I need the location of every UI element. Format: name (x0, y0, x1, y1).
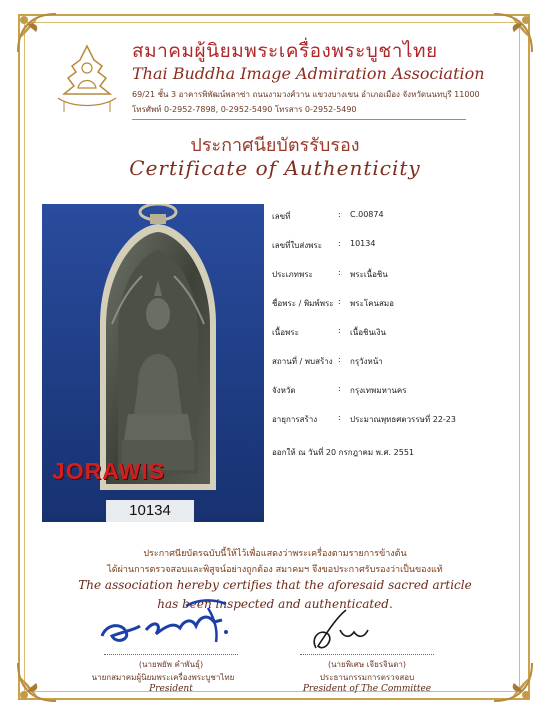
detail-value: 10134 (350, 239, 376, 248)
detail-separator: : (338, 355, 341, 364)
committee-president-role: President of The Committee (302, 684, 432, 694)
detail-separator: : (338, 413, 341, 422)
statement-thai-line2: ได้ผ่านการตรวจสอบและพิสูจน์อย่างถูกต้อง สมาคมฯ จึงขอประกาศรับรองว่าเป็นของแท้ (107, 565, 443, 575)
detail-value: พระเนื้อชิน (350, 270, 388, 279)
signature-line (300, 654, 434, 655)
detail-separator: : (338, 210, 341, 219)
detail-row (272, 210, 512, 224)
issue-date: ออกให้ ณ วันที่ 20 กรกฎาคม พ.ศ. 2551 (272, 448, 414, 457)
photo-number-label: 10134 (106, 500, 194, 522)
detail-separator: : (338, 326, 341, 335)
president-name: (นายพยัพ คำพันธุ์) (138, 660, 204, 669)
detail-row (272, 297, 512, 311)
detail-value: กรุวังหน้า (350, 357, 383, 366)
committee-president-position-thai: ประธานกรรมการตรวจสอบ (319, 673, 415, 682)
president-signature (96, 596, 246, 652)
committee-president-name: (นายพิเศษ เจียรจินดา) (327, 660, 407, 669)
association-address: 69/21 ชั้น 3 อาคารพิพัฒน์พลาซ่า ถนนงามวงศ์วาน แขวงบางเขน อำเภอเมือง จังหวัดนนทบุรี 11000 (132, 90, 480, 99)
association-phone: โทรศัพท์ 0-2952-7898, 0-2952-5490 โทรสาร 0-2952-5490 (132, 105, 357, 114)
statement-english-line2: has been inspected and authenticated. (157, 597, 393, 611)
committee-president-signature (306, 604, 376, 660)
detail-row (272, 355, 512, 369)
detail-value: กรุงเทพมหานคร (350, 386, 407, 395)
detail-label: ประเภทพระ (272, 270, 313, 279)
certificate-title-english: Certificate of Authenticity (129, 156, 421, 180)
detail-separator: : (338, 384, 341, 393)
association-name-thai: สมาคมผู้นิยมพระเครื่องพระบูชาไทย (132, 40, 438, 62)
detail-separator: : (338, 268, 341, 277)
corner-ornament-icon (490, 10, 536, 56)
detail-row (272, 268, 512, 282)
detail-value: C.00874 (350, 210, 384, 219)
detail-value: พระโคนสมอ (350, 299, 394, 308)
certificate-title-thai: ประกาศนียบัตรรับรอง (190, 135, 360, 156)
corner-ornament-icon (490, 659, 536, 705)
detail-separator: : (338, 239, 341, 248)
detail-label: สถานที่ / พบสร้าง (272, 357, 333, 366)
association-name-english: Thai Buddha Image Admiration Association (132, 64, 485, 83)
detail-value: เนื้อชินเงิน (350, 328, 387, 337)
corner-ornament-icon (14, 659, 60, 705)
detail-label: ชื่อพระ / พิมพ์พระ (272, 299, 334, 308)
detail-label: จังหวัด (272, 386, 296, 395)
detail-row (272, 326, 512, 340)
watermark-text: JORAWIS (52, 458, 166, 484)
detail-label: อายุการสร้าง (272, 415, 318, 424)
detail-row (272, 239, 512, 253)
header-divider (132, 119, 466, 120)
amulet-photo (42, 204, 264, 522)
president-role: President (149, 684, 193, 694)
detail-value: ประมาณพุทธศตวรรษที่ 22-23 (350, 415, 456, 424)
association-logo-icon (50, 42, 124, 116)
detail-label: เลขที่ใบส่งพระ (272, 241, 323, 250)
detail-label: เลขที่ (272, 212, 291, 221)
detail-row (272, 384, 512, 398)
detail-row (272, 413, 512, 427)
statement-english-line1: The association hereby certifies that the aforesaid sacred article (78, 578, 472, 592)
detail-label: เนื้อพระ (272, 328, 299, 337)
signature-line (104, 654, 238, 655)
detail-separator: : (338, 297, 341, 306)
president-position-thai: นายกสมาคมผู้นิยมพระเครื่องพระบูชาไทย (91, 673, 235, 682)
statement-thai-line1: ประกาศนียบัตรฉบับนี้ให้ไว้เพื่อแสดงว่าพระเครื่องตามรายการข้างต้น (143, 549, 407, 559)
